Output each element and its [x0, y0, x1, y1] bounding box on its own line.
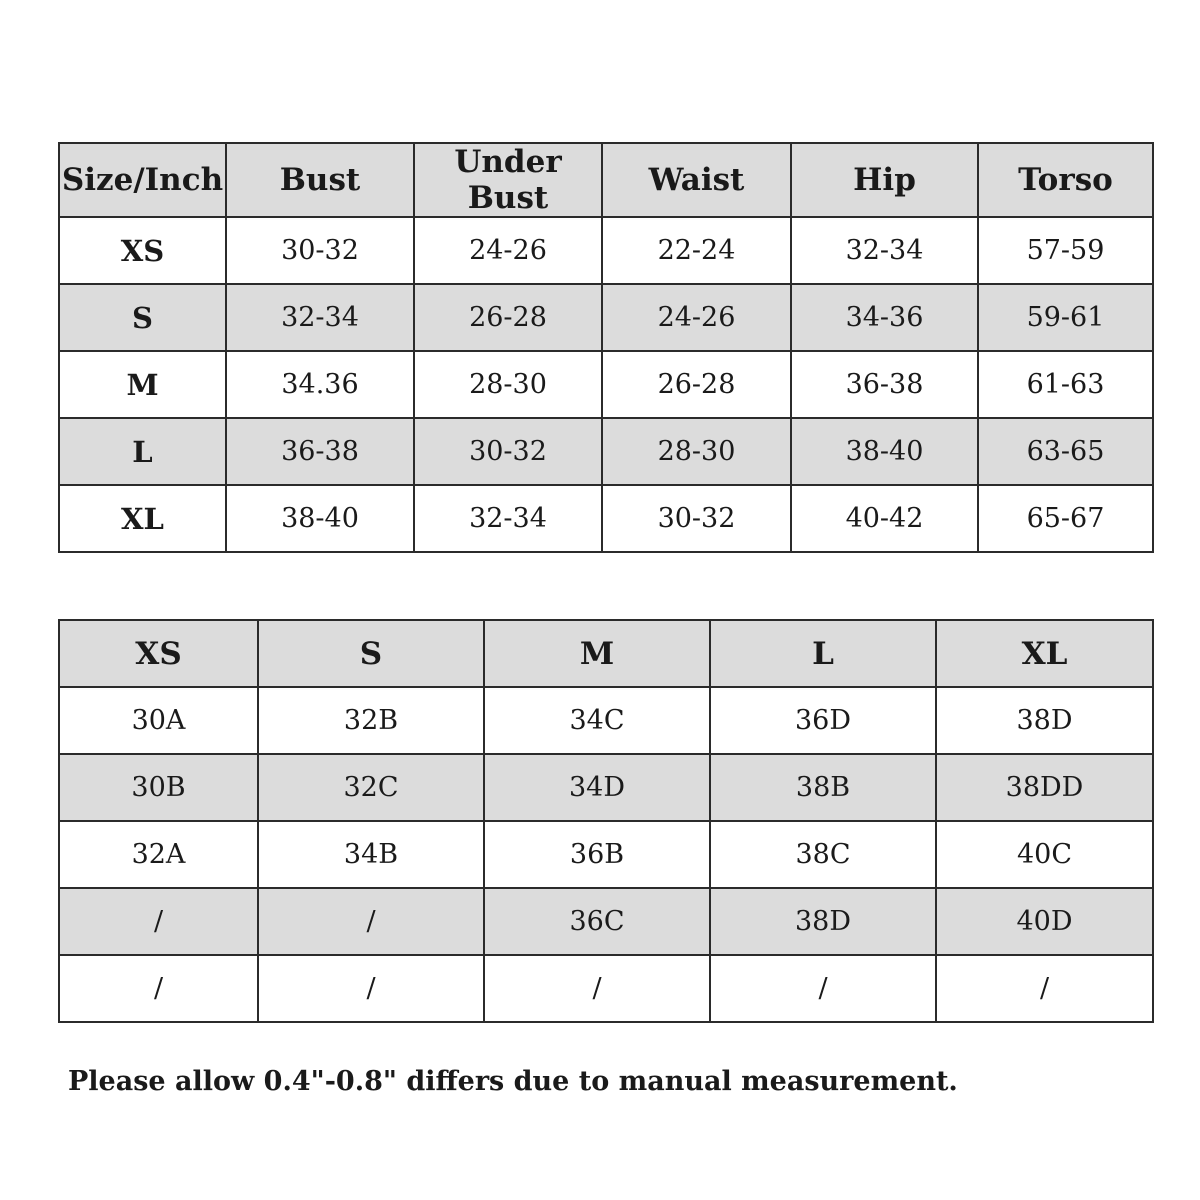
bra-size-cell: 32A [59, 821, 258, 888]
size-label-cell: S [59, 284, 226, 351]
bra-header-row [59, 620, 1153, 687]
measurement-table [58, 142, 1154, 553]
bra-size-cell: 38C [710, 821, 936, 888]
size-label-cell: M [59, 351, 226, 418]
table-row [59, 754, 1153, 821]
under-bust-cell: 28-30 [414, 351, 602, 418]
bust-cell: 32-34 [226, 284, 414, 351]
table-row [59, 284, 1153, 351]
bra-size-cell: 32B [258, 687, 484, 754]
torso-cell: 61-63 [978, 351, 1153, 418]
bra-size-cell: 30B [59, 754, 258, 821]
column-header-hip: Hip [791, 143, 978, 217]
bra-size-cell: 40C [936, 821, 1153, 888]
size-label-cell: L [59, 418, 226, 485]
bra-size-cell: 38D [936, 687, 1153, 754]
waist-cell: 24-26 [602, 284, 791, 351]
bra-size-cell: 38DD [936, 754, 1153, 821]
measurement-note: Please allow 0.4"-0.8" differs due to manual measurement. [68, 1066, 958, 1097]
column-header-s: S [258, 620, 484, 687]
bust-cell: 38-40 [226, 485, 414, 552]
bra-size-cell: 36C [484, 888, 710, 955]
column-header-bust: Bust [226, 143, 414, 217]
waist-cell: 30-32 [602, 485, 791, 552]
bust-cell: 30-32 [226, 217, 414, 284]
torso-cell: 59-61 [978, 284, 1153, 351]
table-row [59, 821, 1153, 888]
table-row [59, 351, 1153, 418]
table-row [59, 418, 1153, 485]
bra-size-cell: 32C [258, 754, 484, 821]
under-bust-cell: 32-34 [414, 485, 602, 552]
column-header-waist: Waist [602, 143, 791, 217]
size-label-cell: XS [59, 217, 226, 284]
bra-size-cell: 36B [484, 821, 710, 888]
bra-size-cell: 38B [710, 754, 936, 821]
torso-cell: 57-59 [978, 217, 1153, 284]
measurement-header-row [59, 143, 1153, 217]
column-header-l: L [710, 620, 936, 687]
column-header-m: M [484, 620, 710, 687]
under-bust-cell: 26-28 [414, 284, 602, 351]
bra-size-cell: / [258, 955, 484, 1022]
column-header-size: Size/Inch [59, 143, 226, 217]
bra-size-table [58, 619, 1154, 1023]
hip-cell: 36-38 [791, 351, 978, 418]
size-label-cell: XL [59, 485, 226, 552]
bust-cell: 34.36 [226, 351, 414, 418]
bra-size-cell: / [59, 888, 258, 955]
column-header-torso: Torso [978, 143, 1153, 217]
bra-size-cell: / [710, 955, 936, 1022]
bra-size-cell: / [936, 955, 1153, 1022]
bra-size-cell: 34C [484, 687, 710, 754]
hip-cell: 32-34 [791, 217, 978, 284]
waist-cell: 28-30 [602, 418, 791, 485]
table-row [59, 217, 1153, 284]
hip-cell: 38-40 [791, 418, 978, 485]
waist-cell: 22-24 [602, 217, 791, 284]
waist-cell: 26-28 [602, 351, 791, 418]
bra-size-cell: 34D [484, 754, 710, 821]
bra-size-cell: 30A [59, 687, 258, 754]
bra-size-cell: / [59, 955, 258, 1022]
torso-cell: 65-67 [978, 485, 1153, 552]
bra-size-cell: 36D [710, 687, 936, 754]
table-row [59, 888, 1153, 955]
table-row [59, 687, 1153, 754]
bra-size-cell: 38D [710, 888, 936, 955]
under-bust-cell: 24-26 [414, 217, 602, 284]
hip-cell: 34-36 [791, 284, 978, 351]
column-header-xl: XL [936, 620, 1153, 687]
table-row [59, 485, 1153, 552]
bra-size-cell: / [258, 888, 484, 955]
column-header-under-bust: Under Bust [414, 143, 602, 217]
bra-size-cell: 40D [936, 888, 1153, 955]
bra-size-cell: 34B [258, 821, 484, 888]
under-bust-cell: 30-32 [414, 418, 602, 485]
bra-size-cell: / [484, 955, 710, 1022]
torso-cell: 63-65 [978, 418, 1153, 485]
hip-cell: 40-42 [791, 485, 978, 552]
table-row [59, 955, 1153, 1022]
column-header-xs: XS [59, 620, 258, 687]
bust-cell: 36-38 [226, 418, 414, 485]
